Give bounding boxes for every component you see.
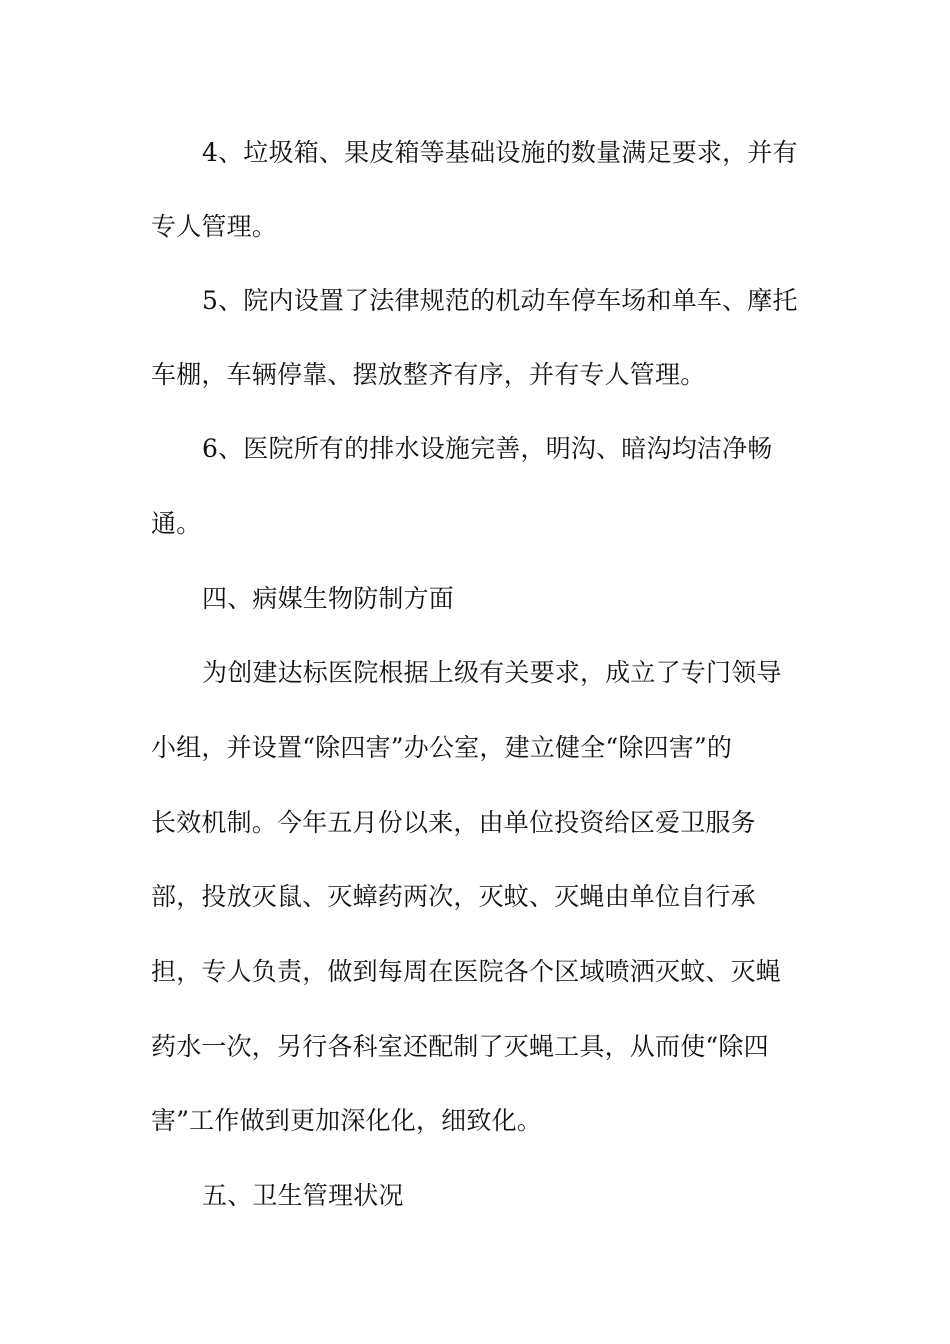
paragraph-line: 部，投放灭鼠、灭蟑药两次，灭蚊、灭蝇由单位自行承 [151,882,756,911]
paragraph-line: 小组，并设置“除四害”办公室，建立健全“除四害”的 [151,733,733,762]
paragraph-line: 通。 [151,509,202,538]
paragraph-line: 担，专人负责，做到每周在医院各个区域喷洒灭蚊、灭蝇 [151,957,782,986]
paragraph-line: 药水一次，另行各科室还配制了灭蝇工具，从而使“除四 [151,1032,769,1061]
paragraph-line: 5、院内设置了法律规范的机动车停车场和单车、摩托 [202,286,798,315]
paragraph-line: 6、医院所有的排水设施完善，明沟、暗沟均洁净畅 [202,434,773,463]
section-heading: 五、卫生管理状况 [202,1181,404,1210]
paragraph-line: 车棚，车辆停靠、摆放整齐有序，并有专人管理。 [151,360,706,389]
paragraph-line: 害”工作做到更加深化化，细致化。 [151,1106,542,1135]
paragraph-line: 专人管理。 [151,212,278,241]
section-heading: 四、病媒生物防制方面 [202,584,455,613]
paragraph-line: 长效机制。今年五月份以来，由单位投资给区爱卫服务 [151,808,756,837]
paragraph-line: 为创建达标医院根据上级有关要求，成立了专门领导 [202,658,782,687]
paragraph-line: 4、垃圾箱、果皮箱等基础设施的数量满足要求，并有 [202,138,798,167]
